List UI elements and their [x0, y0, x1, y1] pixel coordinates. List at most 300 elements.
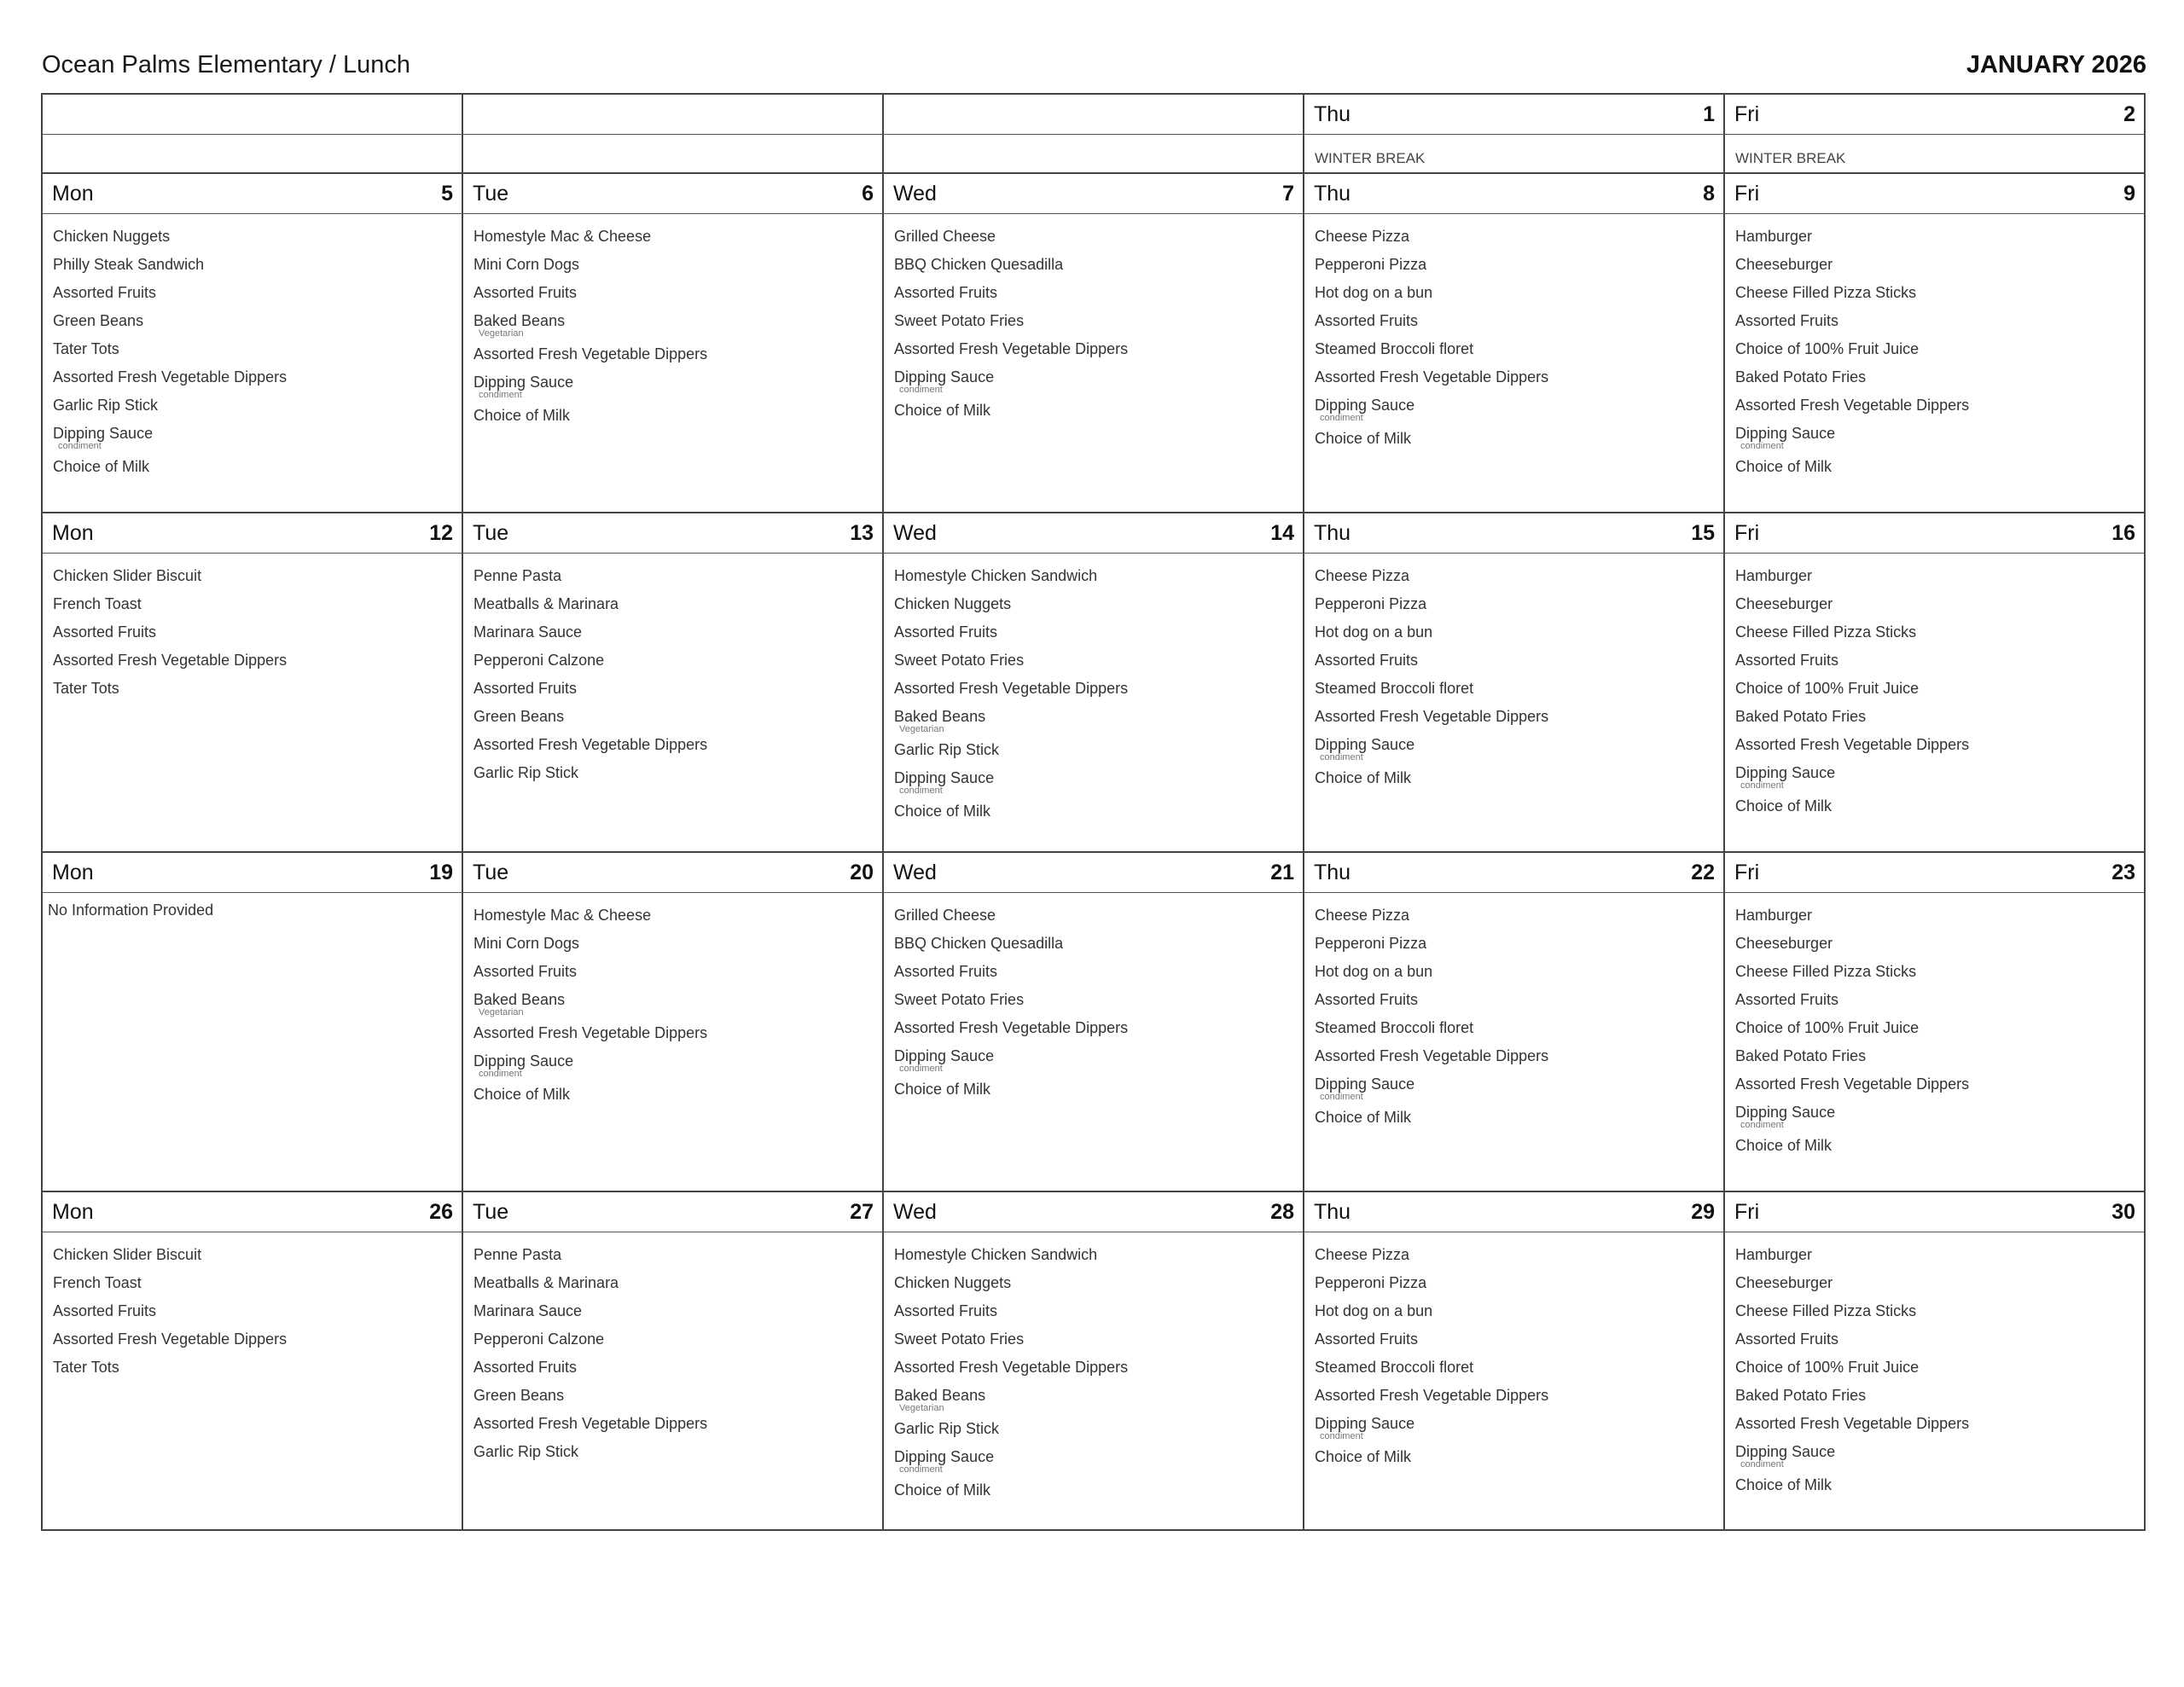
day-header [1304, 1192, 1725, 1232]
menu-item [1735, 1246, 2134, 1263]
menu-item-name: Assorted Fresh Vegetable Dippers [1735, 1075, 1970, 1093]
menu-item-tag: condiment [1320, 1092, 1363, 1102]
day-header [43, 513, 463, 554]
menu-item-name: Choice of Milk [473, 1086, 571, 1103]
menu-item [894, 907, 1292, 924]
menu-item [1315, 1047, 1713, 1064]
day-number: 27 [850, 1199, 874, 1224]
menu-item [894, 1359, 1292, 1376]
menu-item-name: Dipping Sauce [53, 425, 154, 442]
menu-item-name: Sweet Potato Fries [894, 991, 1025, 1008]
menu-item [473, 1330, 872, 1348]
day-name: Fri [1734, 101, 1760, 126]
menu-item-name: Assorted Fresh Vegetable Dippers [894, 1359, 1129, 1376]
day-name: Tue [473, 1199, 509, 1224]
day-header [884, 853, 1304, 893]
menu-item [1735, 1415, 2134, 1432]
menu-item-name: Dipping Sauce [1735, 764, 1836, 781]
day-name: Tue [473, 860, 509, 884]
menu-item [1735, 764, 2134, 790]
menu-item-name: Tater Tots [53, 340, 119, 357]
menu-item [894, 402, 1292, 419]
menu-item-name: Choice of Milk [894, 1081, 991, 1098]
menu-item-name: Assorted Fresh Vegetable Dippers [1315, 708, 1549, 725]
day-menu [884, 135, 1304, 174]
menu-item-name: Green Beans [473, 708, 565, 725]
day-menu [1725, 893, 2146, 1192]
menu-item [473, 907, 872, 924]
day-number: 9 [2123, 181, 2135, 206]
menu-item [1315, 284, 1713, 301]
menu-item [1735, 680, 2134, 697]
menu-item-name: Assorted Fruits [1735, 1330, 1839, 1348]
menu-item [894, 1081, 1292, 1098]
menu-item [1735, 595, 2134, 612]
menu-item-name: Sweet Potato Fries [894, 1330, 1025, 1348]
menu-item [894, 963, 1292, 980]
month-title: JANUARY 2026 [1966, 51, 2146, 78]
menu-item-name: Hot dog on a bun [1315, 963, 1433, 980]
menu-item [1315, 1448, 1713, 1465]
day-header [463, 853, 884, 893]
menu-item-name: Green Beans [53, 312, 144, 329]
day-name: Fri [1734, 181, 1760, 206]
menu-item-name: Dipping Sauce [894, 769, 995, 786]
menu-item [1735, 340, 2134, 357]
menu-item [53, 340, 451, 357]
menu-item-name: Baked Beans [894, 1387, 986, 1404]
menu-item-name: Assorted Fresh Vegetable Dippers [894, 1019, 1129, 1036]
menu-item-name: Dipping Sauce [1735, 1104, 1836, 1121]
menu-item [1735, 708, 2134, 725]
menu-item-name: Assorted Fresh Vegetable Dippers [1735, 1415, 1970, 1432]
menu-item [473, 1443, 872, 1460]
menu-item [894, 256, 1292, 273]
menu-item [1315, 228, 1713, 245]
menu-item-name: Assorted Fresh Vegetable Dippers [894, 680, 1129, 697]
menu-item [1735, 907, 2134, 924]
menu-item-name: Pepperoni Calzone [473, 1330, 605, 1348]
day-header [463, 513, 884, 554]
menu-item [53, 652, 451, 669]
day-menu [1304, 1232, 1725, 1531]
menu-item-name: Choice of Milk [473, 407, 571, 424]
menu-item [1315, 708, 1713, 725]
menu-item [1315, 1246, 1713, 1263]
menu-item-tag: condiment [1740, 441, 1784, 451]
menu-item [473, 991, 872, 1017]
menu-item-name: Cheese Pizza [1315, 228, 1410, 245]
menu-item-name: Pepperoni Calzone [473, 652, 605, 669]
menu-item [473, 1302, 872, 1319]
day-name: Wed [893, 860, 937, 884]
menu-item [473, 764, 872, 781]
menu-item [473, 595, 872, 612]
menu-item-tag: Vegetarian [479, 1007, 524, 1017]
menu-item-name: Grilled Cheese [894, 228, 996, 245]
day-header [1725, 174, 2146, 214]
menu-item [1315, 1415, 1713, 1441]
menu-item [1315, 1109, 1713, 1126]
menu-item [1735, 991, 2134, 1008]
day-menu [1304, 214, 1725, 513]
day-header [1725, 95, 2146, 135]
menu-item-name: Steamed Broccoli floret [1315, 340, 1474, 357]
menu-item-name: Choice of Milk [53, 458, 150, 475]
menu-item [1735, 1359, 2134, 1376]
menu-item-tag: condiment [1320, 752, 1363, 762]
menu-item [894, 1448, 1292, 1474]
day-menu [1725, 554, 2146, 853]
menu-item [1315, 1387, 1713, 1404]
menu-item [894, 284, 1292, 301]
menu-item [1315, 1302, 1713, 1319]
menu-item-name: Cheese Filled Pizza Sticks [1735, 1302, 1917, 1319]
menu-item [53, 1302, 451, 1319]
menu-item [1315, 652, 1713, 669]
day-menu [1725, 135, 2146, 174]
menu-item-name: Dipping Sauce [894, 368, 995, 386]
menu-item [894, 935, 1292, 952]
day-number: 5 [441, 181, 453, 206]
menu-item-name: Cheeseburger [1735, 1274, 1833, 1291]
day-menu [1304, 554, 1725, 853]
menu-item-name: Choice of Milk [1315, 1109, 1412, 1126]
menu-item [1735, 1387, 2134, 1404]
menu-item [894, 1246, 1292, 1263]
menu-item [1315, 1359, 1713, 1376]
day-menu [43, 214, 463, 513]
menu-item [1315, 769, 1713, 786]
day-header [884, 95, 1304, 135]
menu-item-name: Choice of Milk [894, 402, 991, 419]
day-header [1304, 95, 1725, 135]
menu-item [53, 228, 451, 245]
menu-item-name: Pepperoni Pizza [1315, 935, 1427, 952]
menu-item-name: Choice of 100% Fruit Juice [1735, 1019, 1920, 1036]
menu-item-name: Garlic Rip Stick [473, 1443, 579, 1460]
menu-item-name: Garlic Rip Stick [473, 764, 579, 781]
menu-item [894, 312, 1292, 329]
menu-item [1735, 1019, 2134, 1036]
menu-item [473, 1052, 872, 1078]
menu-item-name: Choice of Milk [1735, 458, 1833, 475]
menu-item-name: Chicken Nuggets [894, 595, 1012, 612]
menu-item [1315, 907, 1713, 924]
menu-item [473, 1415, 872, 1432]
menu-item-name: Garlic Rip Stick [894, 1420, 1000, 1437]
menu-item [53, 284, 451, 301]
day-header [1725, 1192, 2146, 1232]
day-number: 21 [1270, 860, 1294, 884]
menu-item-name: Cheese Filled Pizza Sticks [1735, 284, 1917, 301]
menu-item-name: Assorted Fruits [1315, 312, 1419, 329]
menu-item [473, 1274, 872, 1291]
day-name: Fri [1734, 520, 1760, 545]
day-header [884, 174, 1304, 214]
menu-item [894, 708, 1292, 733]
menu-item-tag: condiment [479, 1069, 522, 1079]
menu-item [894, 769, 1292, 795]
menu-item [1315, 430, 1713, 447]
menu-item [53, 623, 451, 641]
menu-item [1735, 1137, 2134, 1154]
menu-item-name: Hamburger [1735, 1246, 1813, 1263]
menu-item-name: Penne Pasta [473, 567, 562, 584]
day-menu [463, 214, 884, 513]
menu-item-name: Cheese Pizza [1315, 907, 1410, 924]
menu-item-name: Assorted Fresh Vegetable Dippers [1315, 1047, 1549, 1064]
day-name: Tue [473, 181, 509, 206]
menu-item [894, 340, 1292, 357]
menu-item [1315, 1019, 1713, 1036]
menu-item-name: Baked Potato Fries [1735, 1387, 1867, 1404]
menu-item-name: Cheese Filled Pizza Sticks [1735, 623, 1917, 641]
menu-item-name: Dipping Sauce [894, 1448, 995, 1465]
menu-item [53, 680, 451, 697]
menu-item-tag: condiment [1320, 413, 1363, 423]
day-menu [884, 1232, 1304, 1531]
day-name: Fri [1734, 860, 1760, 884]
menu-item-name: French Toast [53, 1274, 142, 1291]
menu-item [1735, 1476, 2134, 1493]
menu-item [1315, 935, 1713, 952]
menu-item [1315, 397, 1713, 422]
menu-item-name: Marinara Sauce [473, 623, 583, 641]
menu-item-name: Choice of 100% Fruit Juice [1735, 680, 1920, 697]
menu-item-name: Grilled Cheese [894, 907, 996, 924]
day-menu [463, 135, 884, 174]
day-name: Wed [893, 181, 937, 206]
menu-item-name: Assorted Fresh Vegetable Dippers [1735, 397, 1970, 414]
menu-item [894, 595, 1292, 612]
menu-item [1315, 623, 1713, 641]
menu-item [53, 312, 451, 329]
menu-item [1315, 1075, 1713, 1101]
menu-item-name: Cheese Pizza [1315, 567, 1410, 584]
menu-item-name: Tater Tots [53, 680, 119, 697]
menu-item [1735, 397, 2134, 414]
day-menu [884, 214, 1304, 513]
menu-item [473, 256, 872, 273]
menu-item-name: Baked Potato Fries [1735, 708, 1867, 725]
menu-item [1735, 256, 2134, 273]
menu-item-name: Assorted Fruits [1315, 652, 1419, 669]
menu-item [1735, 736, 2134, 753]
menu-item [1735, 1075, 2134, 1093]
menu-item [53, 1359, 451, 1376]
menu-item-name: Choice of Milk [1735, 797, 1833, 815]
menu-item-name: Dipping Sauce [1315, 1075, 1415, 1093]
menu-item-name: Baked Beans [473, 312, 566, 329]
day-header [463, 1192, 884, 1232]
menu-item-name: Cheese Filled Pizza Sticks [1735, 963, 1917, 980]
menu-item-name: Pepperoni Pizza [1315, 256, 1427, 273]
menu-item [473, 1086, 872, 1103]
menu-item-name: Homestyle Mac & Cheese [473, 228, 652, 245]
menu-item [894, 567, 1292, 584]
menu-item-name: Assorted Fruits [473, 1359, 578, 1376]
menu-item-name: Choice of Milk [894, 803, 991, 820]
menu-item-name: Hot dog on a bun [1315, 623, 1433, 641]
menu-item [894, 368, 1292, 394]
menu-item [1735, 623, 2134, 641]
menu-item-name: Assorted Fresh Vegetable Dippers [473, 345, 708, 362]
menu-item-name: Hamburger [1735, 228, 1813, 245]
menu-item [1315, 595, 1713, 612]
menu-item [894, 741, 1292, 758]
menu-item [1735, 312, 2134, 329]
menu-item-name: BBQ Chicken Quesadilla [894, 256, 1064, 273]
menu-item-name: Choice of Milk [1735, 1137, 1833, 1154]
day-number: 12 [429, 520, 453, 545]
day-name: Mon [52, 1199, 94, 1224]
menu-item-name: Assorted Fruits [894, 963, 998, 980]
menu-item-name: Garlic Rip Stick [894, 741, 1000, 758]
menu-item [1735, 1104, 2134, 1129]
menu-item-tag: Vegetarian [899, 1403, 944, 1413]
menu-item-name: Choice of 100% Fruit Juice [1735, 1359, 1920, 1376]
menu-item [1315, 736, 1713, 762]
day-menu [43, 554, 463, 853]
day-menu [884, 554, 1304, 853]
day-header [43, 174, 463, 214]
menu-item-name: Assorted Fresh Vegetable Dippers [1315, 1387, 1549, 1404]
day-number: 15 [1691, 520, 1715, 545]
menu-item-name: BBQ Chicken Quesadilla [894, 935, 1064, 952]
menu-item-name: Cheeseburger [1735, 256, 1833, 273]
menu-item-name: Assorted Fruits [1315, 1330, 1419, 1348]
menu-item [1735, 458, 2134, 475]
menu-item [894, 1019, 1292, 1036]
day-name: Fri [1734, 1199, 1760, 1224]
menu-item-name: Baked Potato Fries [1735, 368, 1867, 386]
day-number: 19 [429, 860, 453, 884]
menu-item-name: Sweet Potato Fries [894, 652, 1025, 669]
menu-item [53, 368, 451, 386]
menu-item [1735, 1274, 2134, 1291]
menu-item [894, 1302, 1292, 1319]
menu-item-name: Baked Beans [894, 708, 986, 725]
day-number: 16 [2111, 520, 2135, 545]
menu-item-name: Assorted Fresh Vegetable Dippers [53, 652, 288, 669]
day-menu [43, 135, 463, 174]
menu-item-name: Garlic Rip Stick [53, 397, 159, 414]
day-header [884, 513, 1304, 554]
menu-item [53, 1246, 451, 1263]
menu-item [894, 623, 1292, 641]
menu-item-name: Marinara Sauce [473, 1302, 583, 1319]
menu-item-name: Assorted Fresh Vegetable Dippers [473, 1024, 708, 1041]
menu-item-name: Assorted Fruits [894, 284, 998, 301]
day-menu [463, 893, 884, 1192]
menu-item-name: Assorted Fresh Vegetable Dippers [1315, 368, 1549, 386]
menu-item [894, 680, 1292, 697]
menu-item-name: Steamed Broccoli floret [1315, 680, 1474, 697]
menu-item [53, 595, 451, 612]
day-number: 28 [1270, 1199, 1294, 1224]
day-number: 20 [850, 860, 874, 884]
day-name: Thu [1314, 181, 1351, 206]
menu-item-name: Steamed Broccoli floret [1315, 1019, 1474, 1036]
day-name: Thu [1314, 520, 1351, 545]
day-menu [1725, 214, 2146, 513]
menu-item-name: Dipping Sauce [1315, 1415, 1415, 1432]
menu-item-name: Mini Corn Dogs [473, 256, 580, 273]
menu-item-name: Assorted Fresh Vegetable Dippers [894, 340, 1129, 357]
menu-item-name: Assorted Fruits [473, 963, 578, 980]
menu-item [1735, 567, 2134, 584]
menu-item [473, 567, 872, 584]
menu-item-name: Baked Potato Fries [1735, 1047, 1867, 1064]
menu-item-name: Tater Tots [53, 1359, 119, 1376]
menu-item [1735, 963, 2134, 980]
menu-item-name: Dipping Sauce [1315, 397, 1415, 414]
menu-item-name: Choice of Milk [1735, 1476, 1833, 1493]
menu-item [1735, 1443, 2134, 1469]
menu-item [894, 1420, 1292, 1437]
menu-item [53, 1330, 451, 1348]
menu-item-name: Chicken Nuggets [53, 228, 171, 245]
menu-item-name: Dipping Sauce [1735, 1443, 1836, 1460]
menu-item-name: Sweet Potato Fries [894, 312, 1025, 329]
day-number: 29 [1691, 1199, 1715, 1224]
menu-item [1735, 150, 2134, 167]
day-name: Thu [1314, 101, 1351, 126]
menu-item [1735, 425, 2134, 450]
menu-item-name: Dipping Sauce [1315, 736, 1415, 753]
menu-item-tag: condiment [899, 1064, 943, 1074]
menu-item-name: Steamed Broccoli floret [1315, 1359, 1474, 1376]
menu-item-name: Mini Corn Dogs [473, 935, 580, 952]
menu-item [53, 256, 451, 273]
menu-item [1735, 368, 2134, 386]
menu-item-name: Assorted Fruits [1735, 991, 1839, 1008]
menu-item [473, 228, 872, 245]
menu-item-name: Pepperoni Pizza [1315, 595, 1427, 612]
menu-item-name: Assorted Fresh Vegetable Dippers [473, 736, 708, 753]
day-header [43, 95, 463, 135]
menu-item [1315, 963, 1713, 980]
menu-item [1315, 312, 1713, 329]
menu-item [473, 1246, 872, 1263]
menu-item-tag: condiment [479, 390, 522, 400]
calendar-grid [41, 93, 2146, 1531]
menu-item [1315, 567, 1713, 584]
day-menu [1304, 893, 1725, 1192]
menu-item [53, 458, 451, 475]
day-name: Thu [1314, 1199, 1351, 1224]
day-number: 26 [429, 1199, 453, 1224]
menu-item-name: Penne Pasta [473, 1246, 562, 1263]
menu-item [1315, 1330, 1713, 1348]
menu-item [473, 708, 872, 725]
day-menu [463, 1232, 884, 1531]
menu-item [1735, 652, 2134, 669]
menu-item-name: Assorted Fresh Vegetable Dippers [473, 1415, 708, 1432]
menu-item [1735, 284, 2134, 301]
day-number: 6 [862, 181, 874, 206]
no-info-text: No Information Provided [48, 901, 214, 919]
menu-item [1735, 935, 2134, 952]
menu-item-tag: condiment [1740, 1459, 1784, 1470]
menu-item [53, 567, 451, 584]
menu-item [894, 652, 1292, 669]
menu-item-tag: condiment [899, 1464, 943, 1475]
menu-item [473, 1359, 872, 1376]
menu-item [473, 284, 872, 301]
menu-item-name: Hot dog on a bun [1315, 284, 1433, 301]
